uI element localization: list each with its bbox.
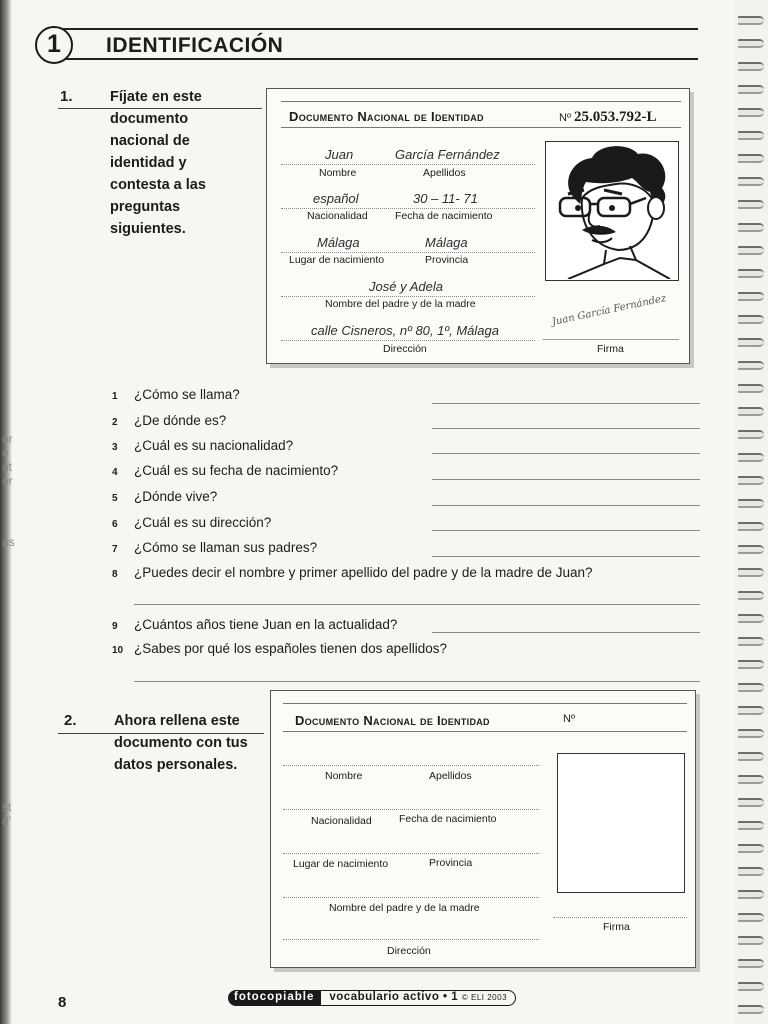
spiral-coil [738, 108, 764, 117]
question-number: 1 [112, 391, 118, 402]
spiral-coil [738, 913, 764, 922]
card-dotted-line[interactable] [283, 809, 539, 810]
spiral-coil [738, 131, 764, 140]
spiral-coil [738, 729, 764, 738]
spiral-coil [738, 338, 764, 347]
question-number: 9 [112, 621, 118, 632]
card-direccion-value: calle Cisneros, nº 80, 1º, Málaga [311, 323, 499, 338]
question-item [112, 641, 447, 656]
question-text: ¿Cómo se llama? [134, 387, 240, 402]
card-rule [281, 127, 681, 128]
spiral-coil [738, 453, 764, 462]
card-number [563, 713, 575, 725]
question-item [112, 463, 338, 478]
spiral-coil [738, 384, 764, 393]
id-card-example [266, 88, 690, 364]
spiral-coil [738, 844, 764, 853]
instruction-line: datos personales. [114, 757, 238, 773]
answer-line[interactable] [432, 453, 700, 454]
card-apellidos-value: García Fernández [395, 147, 500, 162]
card-dotted-line [281, 340, 535, 341]
card-number-value: 25.053.792-L [574, 109, 657, 125]
bleed-through-text: st d' [2, 800, 12, 828]
card-nacionalidad-label: Nacionalidad [307, 210, 368, 222]
card-dotted-line[interactable] [283, 853, 539, 854]
answer-line[interactable] [432, 403, 700, 404]
card-lugar-label: Lugar de nacimiento [289, 254, 385, 266]
spiral-coil [738, 706, 764, 715]
spiral-coil [738, 752, 764, 761]
card-dotted-line [281, 296, 535, 297]
spiral-coil [738, 775, 764, 784]
question-text: ¿Cuál es su nacionalidad? [134, 438, 294, 453]
spiral-coil [738, 200, 764, 209]
instruction-line: documento con tus [114, 735, 248, 751]
question-number: 7 [112, 544, 118, 555]
footer-copyright: © ELI 2003 [461, 993, 508, 1002]
card-provincia-label: Provincia [429, 857, 473, 869]
instruction-line: siguientes. [110, 221, 186, 237]
question-item [112, 413, 226, 428]
instruction-line: identidad y [110, 155, 187, 171]
footer-series [320, 990, 516, 1006]
question-item [112, 565, 593, 580]
card-dotted-line [281, 252, 535, 253]
question-item [112, 540, 317, 555]
question-number: 2 [112, 417, 118, 428]
card-dotted-line[interactable] [283, 897, 539, 898]
card-fecha-label: Fecha de nacimiento [395, 210, 493, 222]
exercise-1-number: 1. [60, 88, 73, 105]
answer-line[interactable] [432, 428, 700, 429]
question-number: 8 [112, 569, 118, 580]
question-number: 5 [112, 493, 118, 504]
spiral-coil [738, 936, 764, 945]
spiral-coil [738, 568, 764, 577]
question-text: ¿Cuál es su dirección? [134, 515, 272, 530]
card-dotted-line[interactable] [283, 765, 539, 766]
answer-line[interactable] [432, 556, 700, 557]
spiral-coil [738, 430, 764, 439]
question-text: ¿Cuántos años tiene Juan en la actualidad? [134, 617, 398, 632]
signature-line [543, 339, 679, 340]
bleed-through-text: as [2, 535, 15, 549]
cartoon-face-icon [546, 142, 677, 279]
footer-tag: fotocopiable [228, 990, 320, 1006]
spiral-coil [738, 223, 764, 232]
header-top-rule [58, 28, 698, 30]
card-dotted-line [281, 164, 535, 165]
card-provincia-value: Málaga [425, 235, 468, 250]
answer-line[interactable] [432, 479, 700, 480]
header-bottom-rule [58, 58, 698, 60]
question-item [112, 515, 271, 530]
spiral-coil [738, 154, 764, 163]
card-apellidos-label: Apellidos [429, 770, 472, 782]
card-fecha-value: 30 – 11- 71 [413, 191, 478, 206]
card-nombre-label: Nombre [325, 770, 363, 782]
spiral-coil [738, 62, 764, 71]
card-direccion-label: Dirección [383, 343, 427, 355]
card-direccion-label: Dirección [387, 945, 431, 957]
card-number-label: Nº [559, 112, 571, 124]
spiral-coil [738, 637, 764, 646]
exercise-1-instruction [110, 86, 206, 240]
question-text: ¿Puedes decir el nombre y primer apellido del padre y de la madre de Juan? [134, 565, 593, 580]
spiral-coil [738, 545, 764, 554]
spiral-coil [738, 177, 764, 186]
spiral-coil [738, 591, 764, 600]
question-text: ¿Sabes por qué los españoles tienen dos apellidos? [134, 641, 447, 656]
bleed-through-text: or e ut or [2, 432, 13, 488]
signature-line[interactable] [553, 917, 687, 918]
question-number: 10 [112, 645, 124, 656]
id-photo-placeholder[interactable] [557, 753, 685, 893]
spiral-coil [738, 660, 764, 669]
spiral-coil [738, 85, 764, 94]
card-padres-label: Nombre del padre y de la madre [329, 902, 480, 914]
card-lugar-label: Lugar de nacimiento [293, 858, 389, 870]
spiral-coil [738, 614, 764, 623]
spiral-coil [738, 246, 764, 255]
answer-line[interactable] [432, 505, 700, 506]
answer-line[interactable] [134, 604, 700, 605]
spiral-coil [738, 499, 764, 508]
answer-line[interactable] [432, 530, 700, 531]
answer-line[interactable] [134, 681, 700, 682]
spiral-coil [738, 959, 764, 968]
id-card-blank [270, 690, 696, 968]
footer-series-text: vocabulario activo • 1 [329, 991, 459, 1003]
answer-line[interactable] [432, 632, 700, 633]
card-title: Documento Nacional de Identidad [295, 713, 490, 728]
question-number: 3 [112, 442, 118, 453]
card-rule [281, 101, 681, 102]
question-number: 4 [112, 467, 118, 478]
instruction-line: contesta a las [110, 177, 206, 193]
spiral-coil [738, 890, 764, 899]
question-item [112, 489, 217, 504]
page-edge-shadow [0, 0, 12, 1024]
question-text: ¿De dónde es? [134, 413, 227, 428]
spiral-coil [738, 821, 764, 830]
question-item [112, 387, 240, 402]
spiral-coil [738, 39, 764, 48]
spiral-coil [738, 361, 764, 370]
question-item [112, 438, 293, 453]
card-number-label: Nº [563, 713, 575, 725]
card-title: Documento Nacional de Identidad [289, 109, 484, 124]
exercise-2-instruction [114, 710, 248, 776]
card-apellidos-label: Apellidos [423, 167, 466, 179]
card-dotted-line[interactable] [283, 939, 539, 940]
instruction-line: nacional de [110, 133, 190, 149]
card-provincia-label: Provincia [425, 254, 469, 266]
card-rule [283, 703, 687, 704]
card-nombre-value: Juan [325, 147, 354, 162]
card-nacionalidad-value: español [313, 191, 359, 206]
spiral-coil [738, 982, 764, 991]
id-photo [545, 141, 679, 281]
footer-banner [228, 990, 516, 1006]
unit-number-badge: 1 [35, 26, 73, 64]
page-number: 8 [58, 994, 67, 1011]
instruction-line: documento [110, 111, 189, 127]
card-padres-value: José y Adela [369, 279, 443, 294]
card-firma-label: Firma [597, 343, 624, 355]
card-number [559, 109, 657, 126]
card-lugar-value: Málaga [317, 235, 360, 250]
spiral-coil [738, 798, 764, 807]
spiral-coil [738, 16, 764, 25]
card-rule [283, 731, 687, 732]
card-firma-label: Firma [603, 921, 630, 933]
question-item [112, 617, 397, 632]
exercise-2-number: 2. [64, 712, 77, 729]
spiral-binding [734, 0, 768, 1024]
page-title: IDENTIFICACIÓN [106, 34, 284, 57]
question-text: ¿Dónde vive? [134, 489, 218, 504]
card-nombre-label: Nombre [319, 167, 357, 179]
spiral-coil [738, 522, 764, 531]
spiral-coil [738, 315, 764, 324]
spiral-coil [738, 269, 764, 278]
card-nacionalidad-label: Nacionalidad [311, 815, 372, 827]
question-text: ¿Cómo se llaman sus padres? [134, 540, 318, 555]
spiral-coil [738, 867, 764, 876]
spiral-coil [738, 1005, 764, 1014]
instruction-line: Fíjate en este [110, 89, 202, 105]
instruction-line: Ahora rellena este [114, 713, 240, 729]
spiral-coil [738, 683, 764, 692]
card-dotted-line [281, 208, 535, 209]
card-padres-label: Nombre del padre y de la madre [325, 298, 476, 310]
question-number: 6 [112, 519, 118, 530]
spiral-coil [738, 292, 764, 301]
spiral-coil [738, 407, 764, 416]
instruction-line: preguntas [110, 199, 181, 215]
card-fecha-label: Fecha de nacimiento [399, 813, 497, 825]
spiral-coil [738, 476, 764, 485]
question-text: ¿Cuál es su fecha de nacimiento? [134, 463, 339, 478]
card-signature: Juan García Fernández [551, 293, 668, 328]
